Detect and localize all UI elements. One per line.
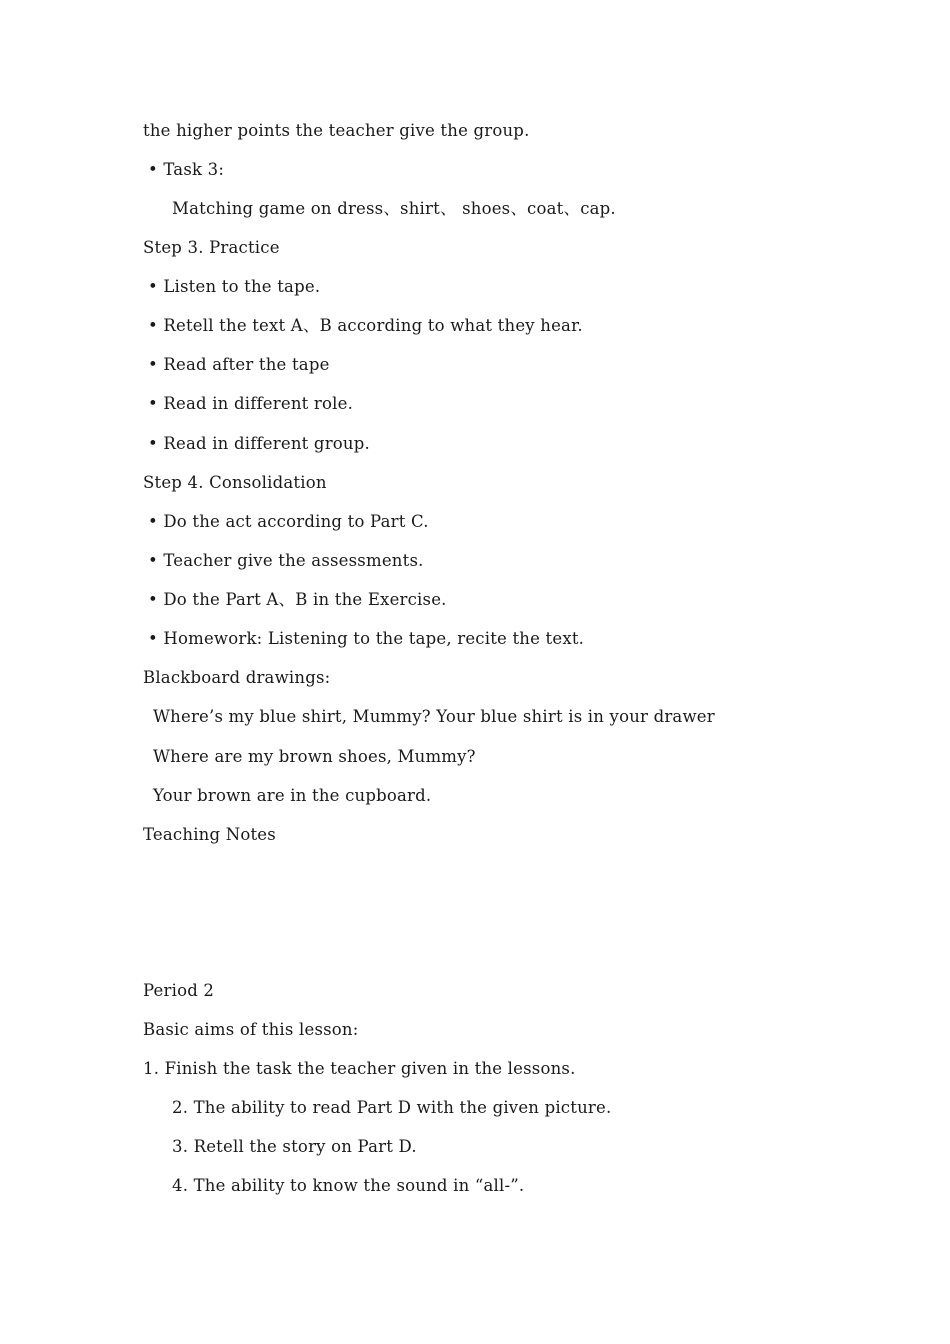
numbered-item: 2. The ability to read Part D with the given picture. — [172, 1098, 612, 1117]
bullet-item-task3: • Task 3: — [148, 160, 225, 179]
blackboard-line: Where’s my blue shirt, Mummy? Your blue shirt is in your drawer — [153, 707, 715, 726]
bullet-item: • Do the Part A、B in the Exercise. — [148, 590, 447, 609]
bullet-item: • Read in different role. — [148, 394, 354, 413]
step-heading-practice: Step 3. Practice — [143, 238, 280, 257]
bullet-item: • Read in different group. — [148, 434, 370, 453]
blackboard-line: Your brown are in the cupboard. — [153, 786, 432, 805]
text-line-matching-game: Matching game on dress、shirt、 shoes、coat、cap. — [172, 199, 616, 218]
bullet-item: • Listen to the tape. — [148, 277, 321, 296]
bullet-item: • Teacher give the assessments. — [148, 551, 424, 570]
period-heading: Period 2 — [143, 981, 215, 1000]
blackboard-line: Where are my brown shoes, Mummy? — [153, 747, 476, 766]
bullet-item: • Do the act according to Part C. — [148, 512, 429, 531]
numbered-item: 1. Finish the task the teacher given in the lessons. — [143, 1059, 576, 1078]
bullet-item: • Retell the text A、B according to what they hear. — [148, 316, 583, 335]
step-heading-consolidation: Step 4. Consolidation — [143, 473, 327, 492]
numbered-item: 3. Retell the story on Part D. — [172, 1137, 417, 1156]
aims-heading: Basic aims of this lesson: — [143, 1020, 359, 1039]
blackboard-heading: Blackboard drawings: — [143, 668, 331, 687]
bullet-item-homework: • Homework: Listening to the tape, recite the text. — [148, 629, 585, 648]
numbered-item: 4. The ability to know the sound in “all-”. — [172, 1176, 525, 1195]
text-line: the higher points the teacher give the group. — [143, 121, 530, 140]
teaching-notes-heading: Teaching Notes — [143, 825, 276, 844]
bullet-item: • Read after the tape — [148, 355, 330, 374]
